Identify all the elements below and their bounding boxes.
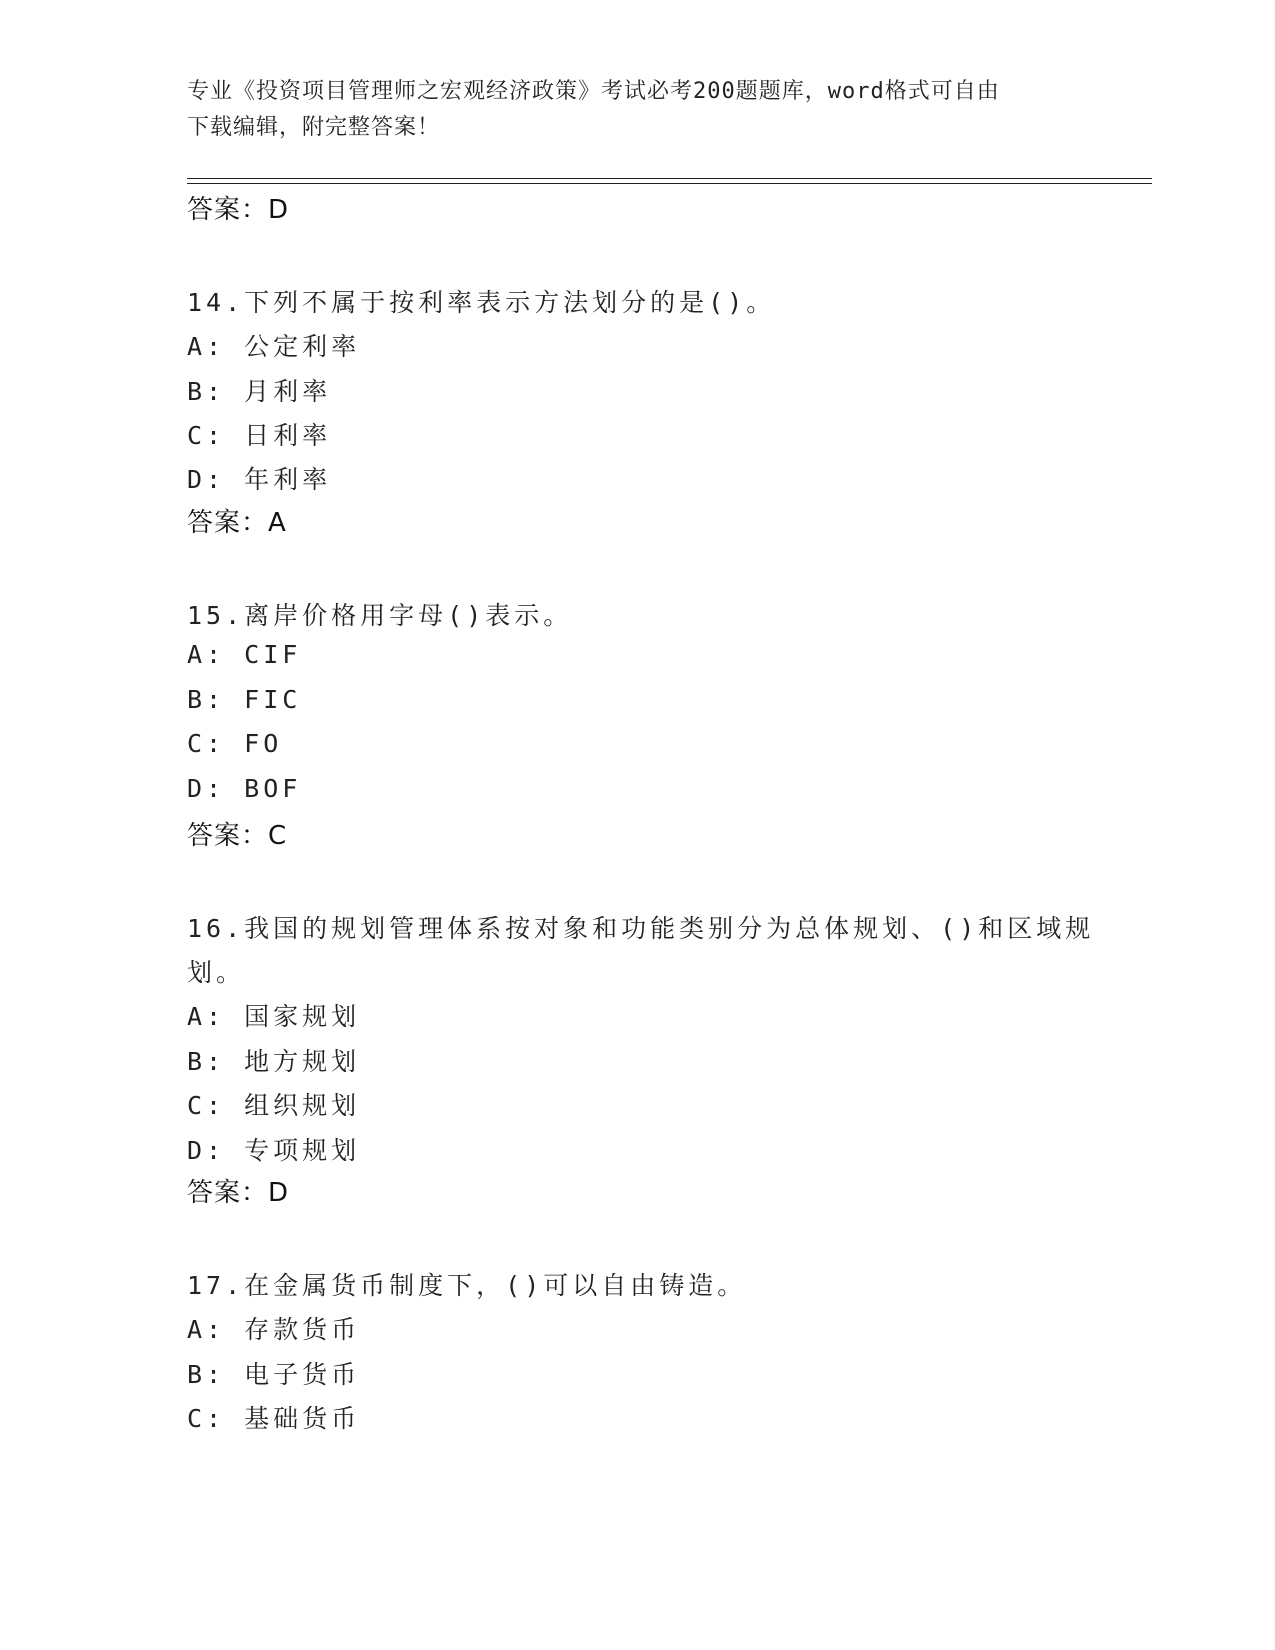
question-16-option-c: C: 组织规划 (187, 1091, 361, 1120)
previous-answer: 答案：D (187, 195, 290, 225)
question-17-stem: 17.在金属货币制度下，()可以自由铸造。 (187, 1271, 747, 1300)
question-14-option-d: D: 年利率 (187, 465, 332, 494)
question-16-stem-line-2: 划。 (187, 958, 246, 987)
question-16-answer: 答案：D (187, 1178, 290, 1208)
question-14-option-b: B: 月利率 (187, 377, 332, 406)
question-16-option-b: B: 地方规划 (187, 1047, 361, 1076)
header-divider-bottom (187, 183, 1152, 184)
question-15-option-b: B: FIC (187, 685, 302, 714)
question-16-option-d: D: 专项规划 (187, 1136, 361, 1165)
header-divider-top (187, 178, 1152, 179)
header-line-1: 专业《投资项目管理师之宏观经济政策》考试必考200题题库，word格式可自由 (187, 79, 1000, 104)
header-line-2: 下载编辑，附完整答案！ (187, 115, 441, 140)
question-16-stem-line-1: 16.我国的规划管理体系按对象和功能类别分为总体规划、()和区域规 (187, 914, 1095, 943)
question-17-option-b: B: 电子货币 (187, 1360, 361, 1389)
question-14-answer: 答案：A (187, 508, 287, 538)
question-15-stem: 15.离岸价格用字母()表示。 (187, 601, 573, 630)
question-15-answer: 答案：C (187, 821, 288, 851)
document-header (187, 74, 1087, 146)
question-14-option-c: C: 日利率 (187, 421, 332, 450)
question-14-option-a: A: 公定利率 (187, 332, 361, 361)
question-15-option-c: C: FO (187, 729, 283, 758)
question-17-option-a: A: 存款货币 (187, 1315, 361, 1344)
question-15-option-a: A: CIF (187, 640, 302, 669)
question-17-option-c: C: 基础货币 (187, 1404, 361, 1433)
question-14-stem: 14.下列不属于按利率表示方法划分的是()。 (187, 288, 776, 317)
question-15-option-d: D: BOF (187, 774, 302, 803)
question-16-option-a: A: 国家规划 (187, 1002, 361, 1031)
